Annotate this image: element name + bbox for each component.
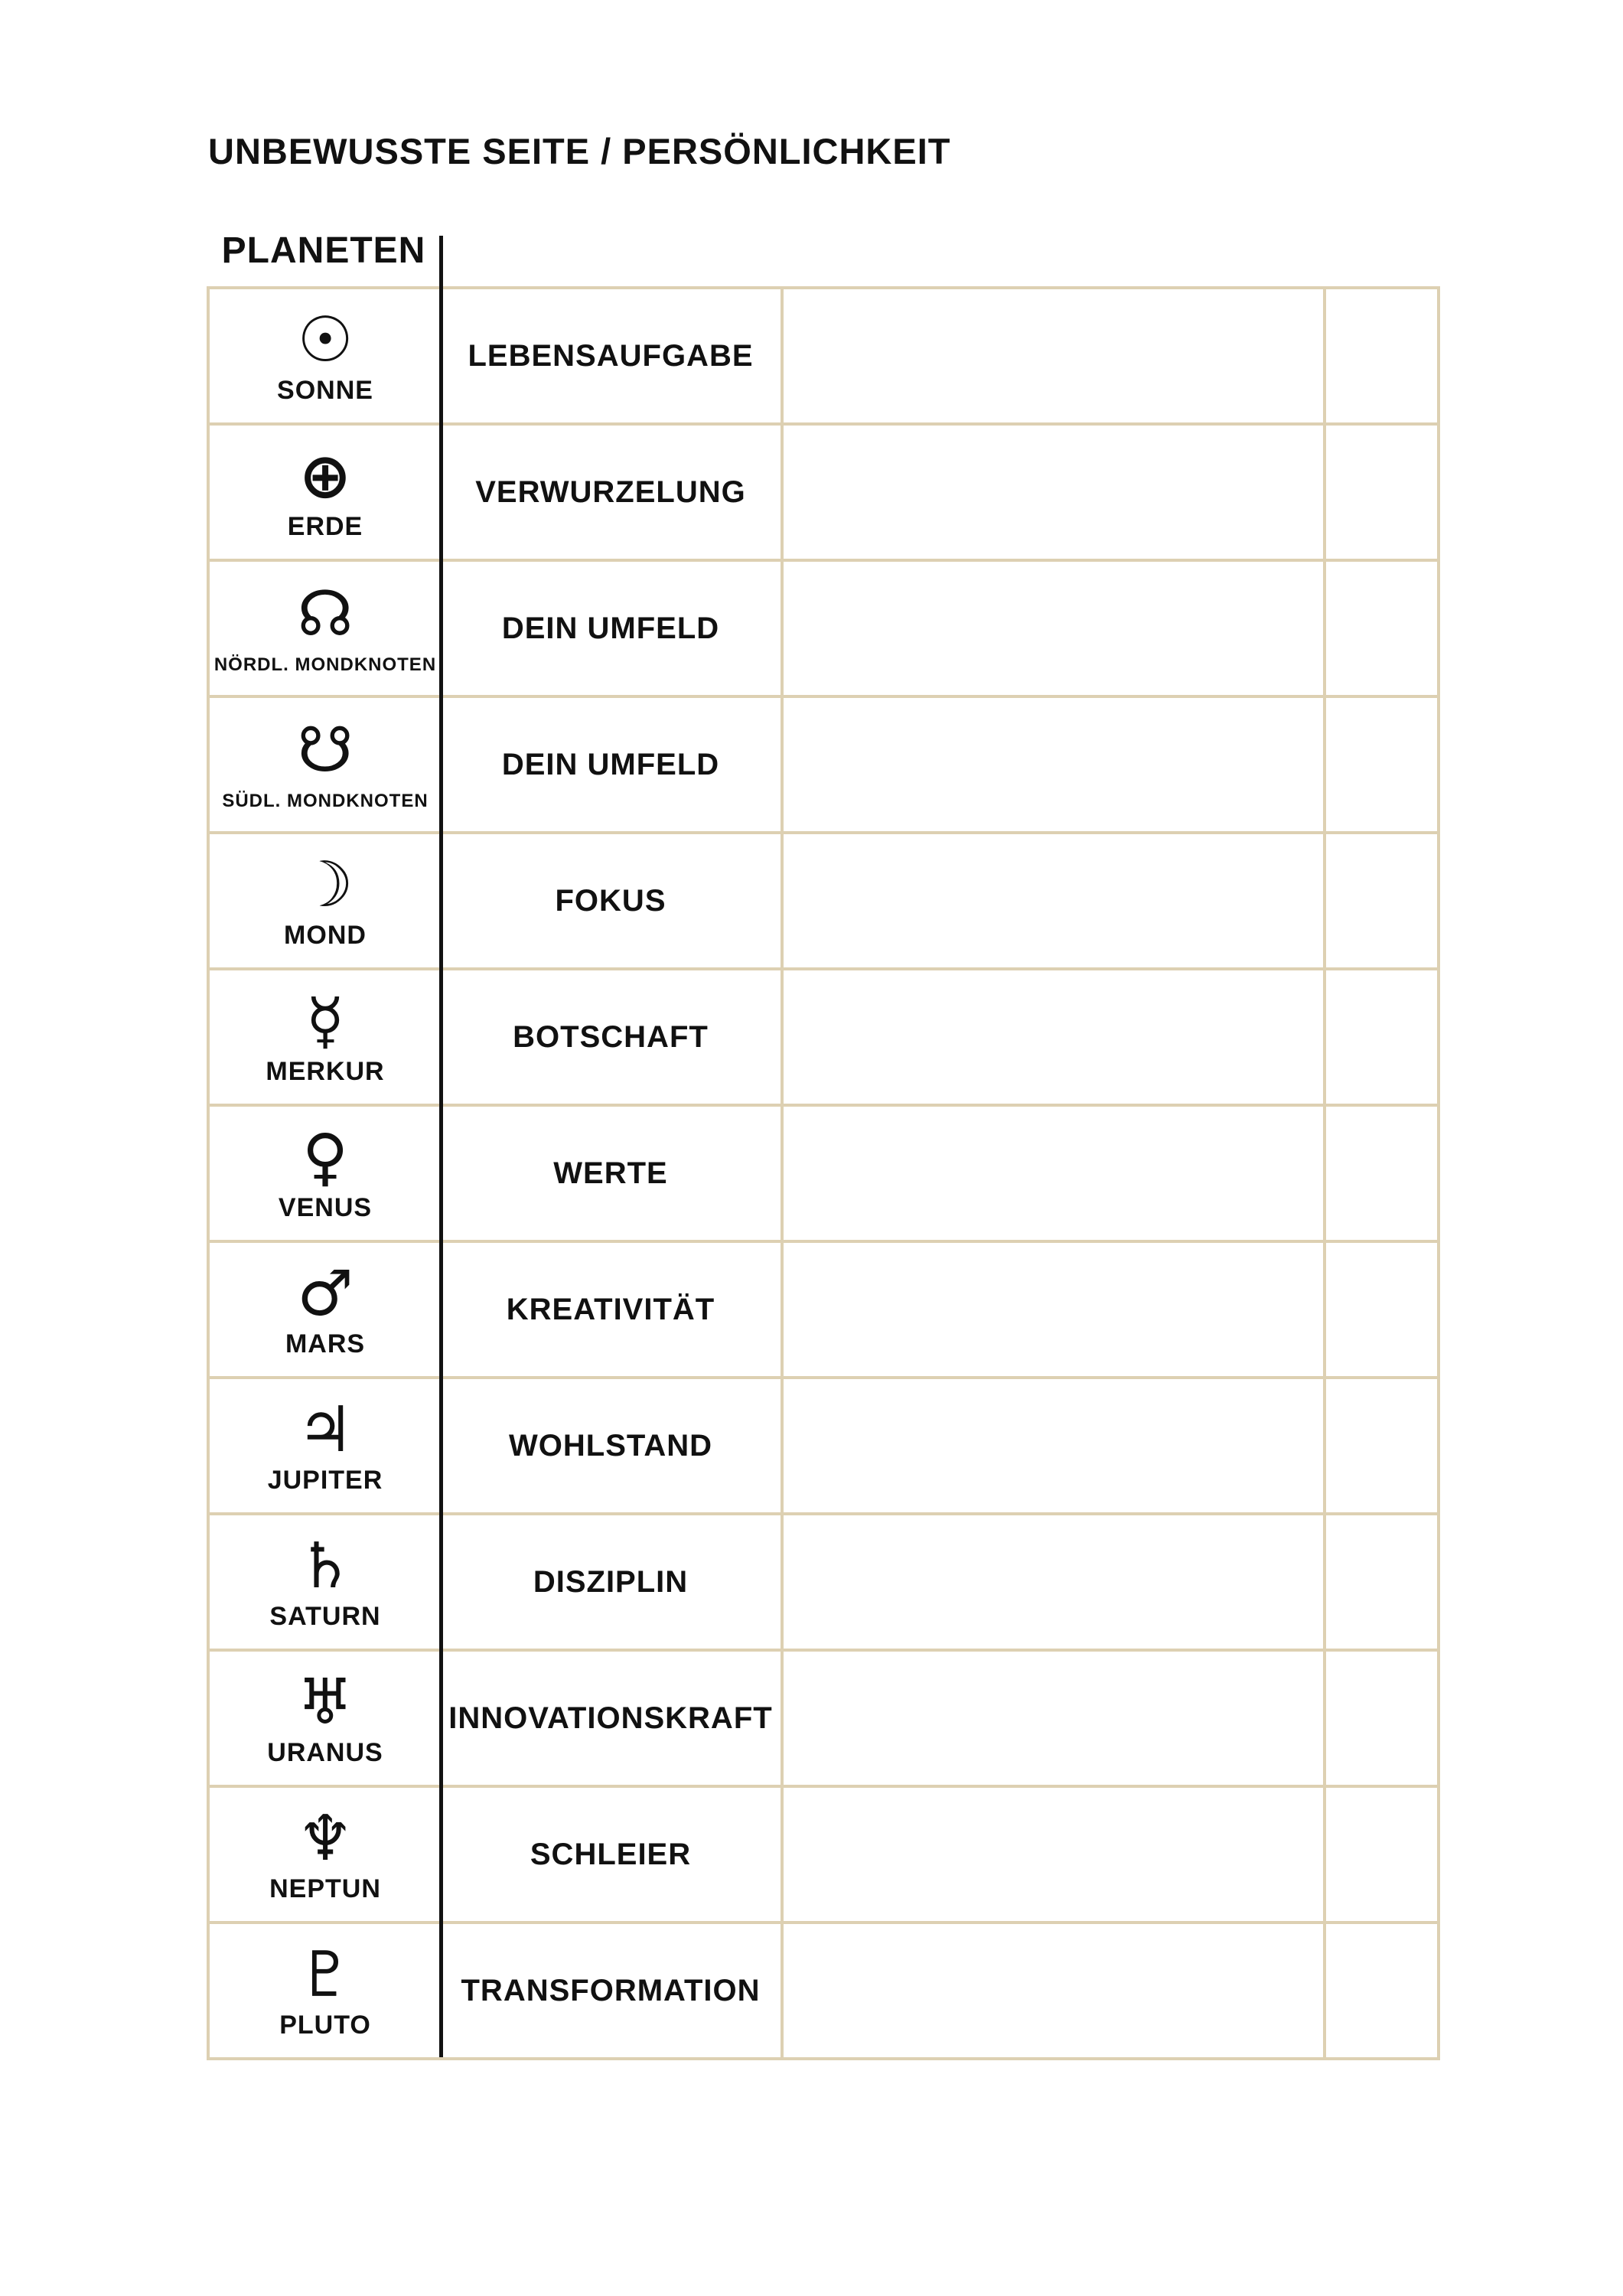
notes-cell[interactable] [784, 698, 1326, 831]
notes-cell[interactable] [784, 562, 1326, 695]
meaning-cell [441, 698, 784, 831]
meaning-cell [441, 1379, 784, 1512]
planet-name: SATURN [269, 1601, 381, 1631]
planet-meaning: VERWURZELUNG [475, 475, 746, 509]
planet-meaning: BOTSCHAFT [513, 1019, 709, 1054]
planet-meaning: WOHLSTAND [509, 1428, 712, 1463]
notes-cell[interactable] [784, 426, 1326, 559]
planet-name: SÜDL. MONDKNOTEN [222, 791, 429, 811]
table-row [207, 834, 1440, 970]
planet-cell [207, 970, 441, 1104]
extra-cell[interactable] [1326, 698, 1440, 831]
table-row [207, 1243, 1440, 1379]
planet-meaning: KREATIVITÄT [506, 1292, 715, 1326]
planet-cell [207, 562, 441, 695]
meaning-cell [441, 1515, 784, 1649]
saturn-icon: ♄ [297, 1529, 354, 1603]
extra-cell[interactable] [1326, 970, 1440, 1104]
table-row [207, 1924, 1440, 2060]
neptune-icon: ♆ [297, 1802, 354, 1875]
meaning-cell [441, 970, 784, 1104]
meaning-cell [441, 1652, 784, 1785]
extra-cell[interactable] [1326, 289, 1440, 422]
notes-cell[interactable] [784, 1652, 1326, 1785]
planet-meaning: LEBENSAUFGABE [468, 338, 754, 373]
planet-meaning: FOKUS [555, 883, 666, 918]
table-row [207, 1515, 1440, 1652]
planet-cell [207, 1652, 441, 1785]
planet-name: URANUS [267, 1737, 383, 1767]
meaning-cell [441, 562, 784, 695]
planet-cell [207, 289, 441, 422]
table-row [207, 426, 1440, 562]
south-node-icon: ☋ [297, 714, 354, 787]
pluto-icon: ♇ [297, 1938, 354, 2011]
earth-icon: ⊕ [298, 439, 352, 513]
planet-cell [207, 426, 441, 559]
meaning-cell [441, 1924, 784, 2057]
planets-column-header: PLANETEN [221, 230, 426, 271]
column-divider [439, 236, 443, 2057]
notes-cell[interactable] [784, 1788, 1326, 1921]
table-row [207, 970, 1440, 1107]
planet-meaning: INNOVATIONSKRAFT [448, 1701, 773, 1735]
extra-cell[interactable] [1326, 1243, 1440, 1376]
meaning-cell [441, 1788, 784, 1921]
uranus-icon: ♅ [297, 1665, 354, 1739]
planet-name: MARS [285, 1329, 366, 1358]
table-row [207, 1788, 1440, 1924]
planet-name: NÖRDL. MONDKNOTEN [213, 654, 437, 675]
planet-name: ERDE [287, 511, 363, 541]
notes-cell[interactable] [784, 834, 1326, 967]
extra-cell[interactable] [1326, 1788, 1440, 1921]
planet-cell [207, 1788, 441, 1921]
table-row [207, 562, 1440, 698]
notes-cell[interactable] [784, 1107, 1326, 1240]
planets-table [207, 286, 1440, 2060]
planet-cell [207, 1379, 441, 1512]
planet-cell [207, 698, 441, 831]
table-row [207, 1652, 1440, 1788]
planet-meaning: DEIN UMFELD [501, 611, 720, 645]
planet-name: JUPITER [267, 1465, 383, 1495]
notes-cell[interactable] [784, 970, 1326, 1104]
meaning-cell [441, 289, 784, 422]
planet-meaning: DEIN UMFELD [501, 747, 720, 781]
planet-meaning: WERTE [553, 1156, 668, 1190]
planet-meaning: DISZIPLIN [533, 1564, 689, 1599]
planet-cell [207, 1243, 441, 1376]
extra-cell[interactable] [1326, 426, 1440, 559]
extra-cell[interactable] [1326, 1379, 1440, 1512]
planet-cell [207, 1515, 441, 1649]
meaning-cell [441, 834, 784, 967]
mercury-icon: ☿ [305, 984, 345, 1058]
planet-cell [207, 1924, 441, 2057]
page-title: UNBEWUSSTE SEITE / PERSÖNLICHKEIT [208, 131, 951, 171]
planet-name: VENUS [278, 1192, 373, 1222]
meaning-cell [441, 1107, 784, 1240]
venus-icon: ♀ [301, 1120, 349, 1194]
mars-icon: ♂ [297, 1257, 354, 1330]
planet-cell [207, 1107, 441, 1240]
table-row [207, 1107, 1440, 1243]
planet-cell [207, 834, 441, 967]
extra-cell[interactable] [1326, 1652, 1440, 1785]
planet-name: MOND [284, 920, 367, 950]
table-row [207, 286, 1440, 426]
planet-name: NEPTUN [269, 1874, 381, 1903]
planet-name: SONNE [277, 375, 373, 405]
planet-meaning: SCHLEIER [530, 1837, 692, 1871]
notes-cell[interactable] [784, 1924, 1326, 2057]
extra-cell[interactable] [1326, 834, 1440, 967]
notes-cell[interactable] [784, 289, 1326, 422]
extra-cell[interactable] [1326, 562, 1440, 695]
moon-icon: ☽ [297, 848, 354, 921]
extra-cell[interactable] [1326, 1515, 1440, 1649]
notes-cell[interactable] [784, 1379, 1326, 1512]
meaning-cell [441, 426, 784, 559]
extra-cell[interactable] [1326, 1107, 1440, 1240]
notes-cell[interactable] [784, 1515, 1326, 1649]
sun-icon: ☉ [297, 303, 354, 377]
planet-meaning: TRANSFORMATION [461, 1973, 761, 2007]
north-node-icon: ☊ [297, 578, 354, 651]
meaning-cell [441, 1243, 784, 1376]
table-row [207, 698, 1440, 834]
jupiter-icon: ♃ [297, 1393, 354, 1466]
planet-name: MERKUR [266, 1056, 385, 1086]
planet-name: PLUTO [279, 2010, 371, 2040]
extra-cell[interactable] [1326, 1924, 1440, 2057]
notes-cell[interactable] [784, 1243, 1326, 1376]
table-row [207, 1379, 1440, 1515]
